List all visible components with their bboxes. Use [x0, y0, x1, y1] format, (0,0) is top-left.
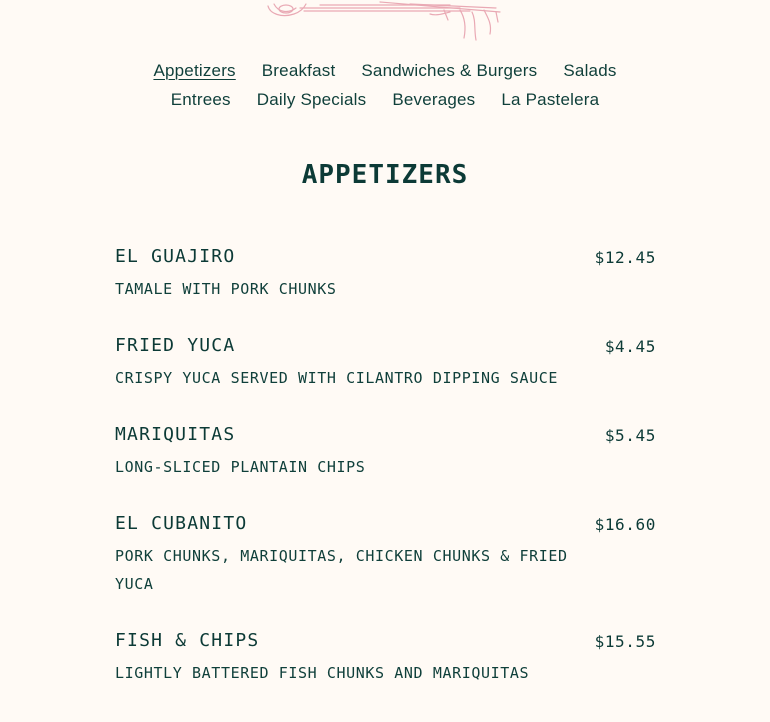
nav-link-salads[interactable]: Salads	[563, 61, 617, 80]
logo-illustration	[260, 0, 510, 42]
menu-item-description: PORK CHUNKS, MARIQUITAS, CHICKEN CHUNKS & FRIED YUCA	[115, 547, 568, 593]
menu-item	[115, 244, 656, 303]
nav-row-1	[0, 56, 770, 85]
menu-item-description: TAMALE WITH PORK CHUNKS	[115, 280, 337, 298]
nav-link-beverages[interactable]: Beverages	[392, 90, 476, 109]
menu-item-name: MARIQUITAS	[115, 424, 236, 445]
nav-link-entrees[interactable]: Entrees	[170, 90, 231, 109]
menu-item-price: $15.55	[594, 632, 656, 651]
menu-item-description: LONG-SLICED PLANTAIN CHIPS	[115, 458, 366, 476]
menu-item	[115, 422, 656, 481]
menu-item	[115, 511, 656, 598]
nav-link-daily-specials[interactable]: Daily Specials	[256, 90, 367, 109]
menu-category-nav	[0, 56, 770, 114]
menu-item-name: FRIED YUCA	[115, 335, 236, 356]
menu-item-name: FISH & CHIPS	[115, 630, 260, 651]
menu-item-list	[115, 244, 656, 687]
nav-link-la-pastelera[interactable]: La Pastelera	[501, 90, 600, 109]
section-title: APPETIZERS	[301, 160, 469, 190]
nav-link-appetizers[interactable]: Appetizers	[153, 61, 236, 80]
menu-item	[115, 333, 656, 392]
menu-item-description: LIGHTLY BATTERED FISH CHUNKS AND MARIQUITAS	[115, 664, 530, 682]
menu-item-price: $4.45	[604, 337, 656, 356]
menu-item-price: $12.45	[594, 248, 656, 267]
menu-item-description: CRISPY YUCA SERVED WITH CILANTRO DIPPING SAUCE	[115, 369, 559, 387]
menu-item-name: EL CUBANITO	[115, 513, 248, 534]
nav-link-sandwiches-burgers[interactable]: Sandwiches & Burgers	[361, 61, 538, 80]
menu-item-price: $16.60	[594, 515, 656, 534]
menu-item-price: $5.45	[604, 426, 656, 445]
menu-item	[115, 628, 656, 687]
nav-link-breakfast[interactable]: Breakfast	[261, 61, 336, 80]
menu-item-name: EL GUAJIRO	[115, 246, 236, 267]
nav-row-2	[0, 85, 770, 114]
